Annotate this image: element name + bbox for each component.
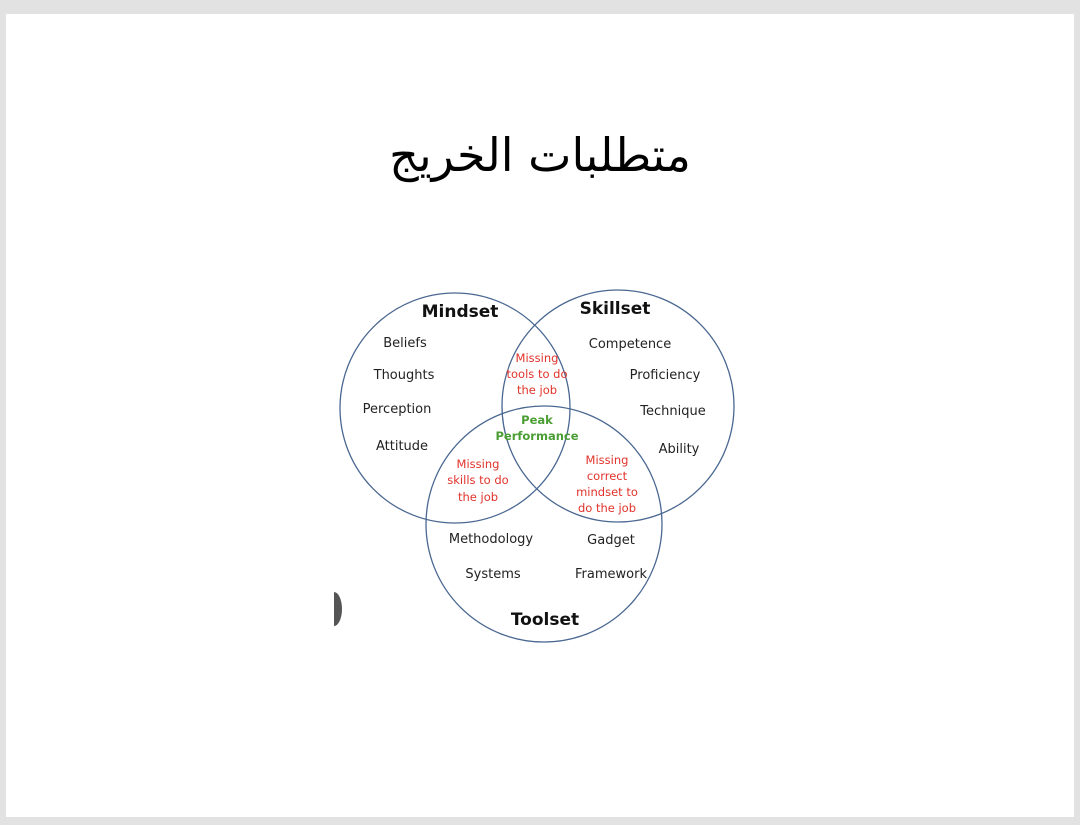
half-circle-mark <box>334 592 342 626</box>
toolset-item: Framework <box>575 567 647 582</box>
overlap-mindset-skillset-line: Missing <box>515 351 559 365</box>
overlap-center-line: Peak <box>521 413 553 427</box>
toolset-item: Methodology <box>448 532 534 547</box>
overlap-skillset-toolset-line: do the job <box>577 501 637 515</box>
skillset-item: Competence <box>588 337 672 352</box>
mindset-title: Mindset <box>421 302 499 322</box>
overlap-mindset-toolset-line: the job <box>457 490 499 504</box>
overlap-skillset-toolset-line: mindset to <box>576 485 638 499</box>
overlap-mindset-toolset-line: Missing <box>456 457 500 471</box>
mindset-item: Thoughts <box>373 368 435 383</box>
skillset-item: Proficiency <box>629 368 701 383</box>
overlap-mindset-skillset-line: tools to do <box>506 367 568 381</box>
overlap-skillset-toolset-line: Missing <box>585 453 629 467</box>
toolset-item: Systems <box>465 567 521 582</box>
toolset-title: Toolset <box>510 610 580 630</box>
toolset-item: Gadget <box>587 533 635 548</box>
mindset-item: Attitude <box>375 439 429 454</box>
skillset-item: Ability <box>658 442 700 457</box>
overlap-mindset-skillset-line: the job <box>516 383 558 397</box>
skillset-title: Skillset <box>579 299 651 319</box>
page-title: متطلبات الخريج <box>389 128 691 182</box>
overlap-skillset-toolset-line: correct <box>586 469 628 483</box>
overlap-center-line: Performance <box>495 429 579 443</box>
skillset-item: Technique <box>640 404 706 419</box>
overlap-mindset-toolset-line: skills to do <box>447 473 509 487</box>
mindset-item: Perception <box>362 402 432 417</box>
mindset-item: Beliefs <box>383 336 427 351</box>
